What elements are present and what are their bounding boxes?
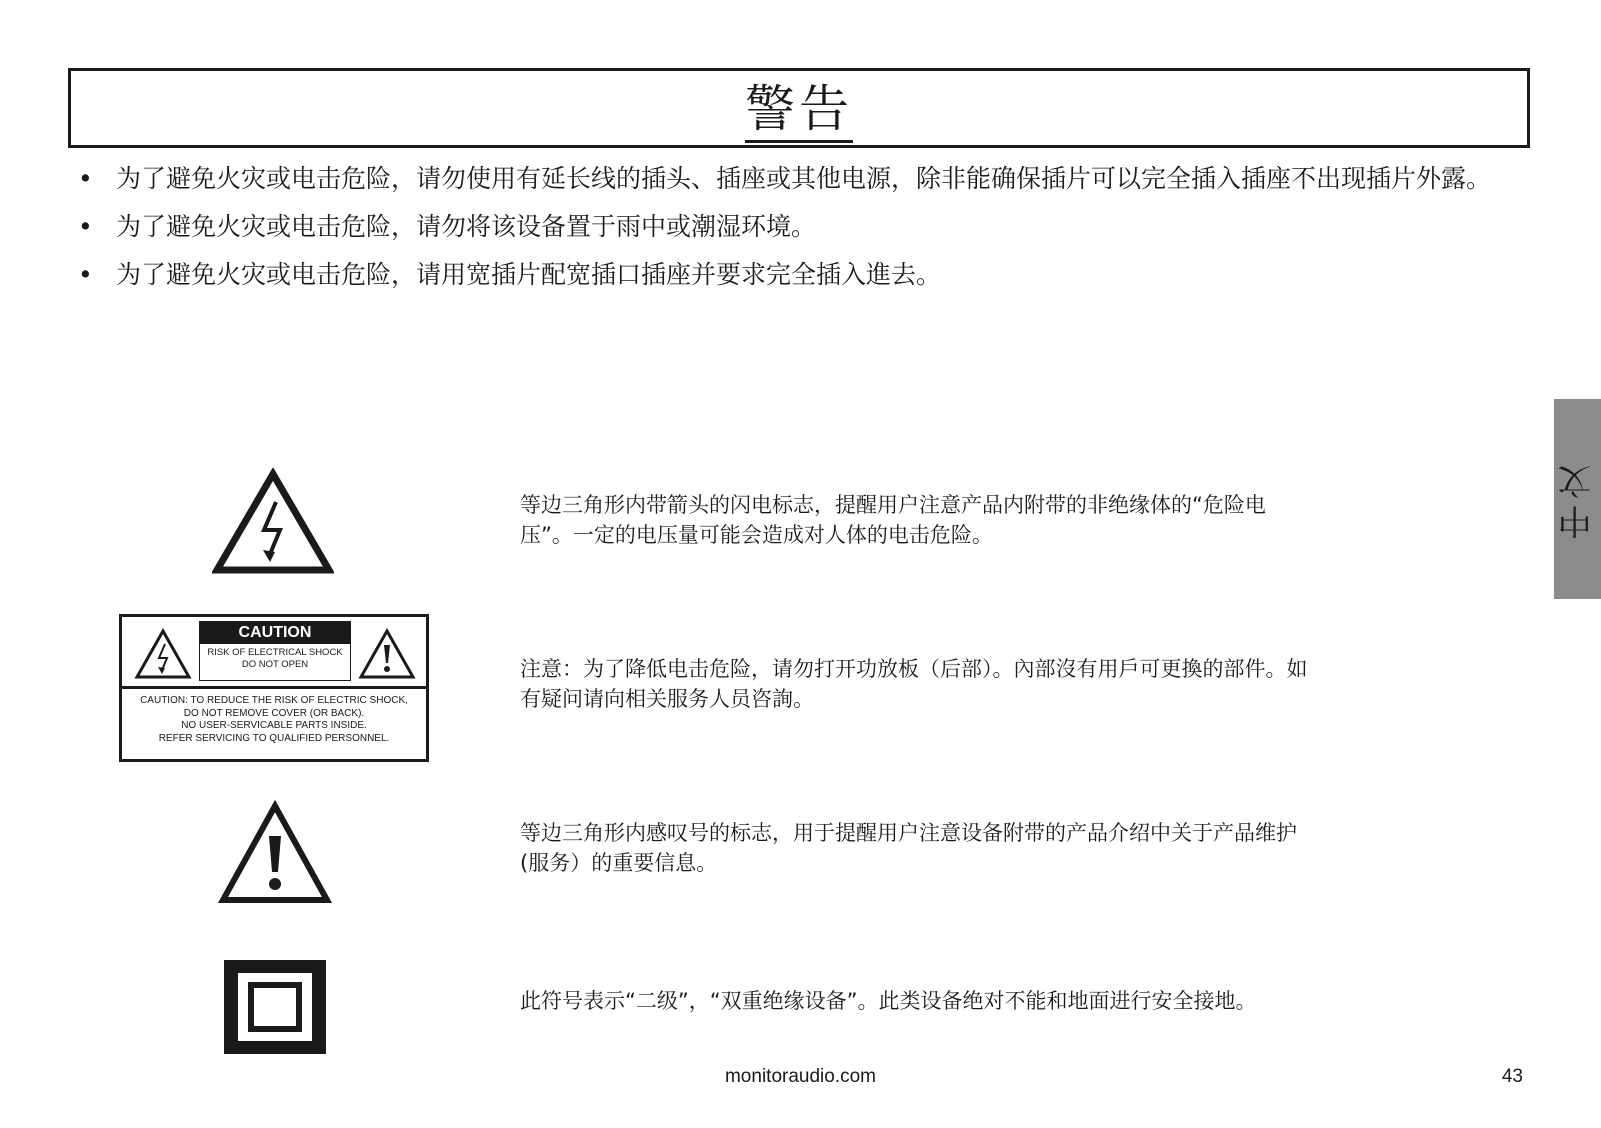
language-tab-label: 中文 [1558,459,1598,539]
warning-text: 为了避免火灾或电击危险，请用宽插片配宽插口插座并要求完全插入進去。 [116,260,942,289]
warning-list [78,162,1528,306]
divider [122,686,426,689]
double-square-icon [224,960,326,1054]
caution-label [119,614,429,762]
caution-body [122,695,426,745]
bullet-icon: • [78,212,93,241]
caution-body-line: NO USER-SERVICABLE PARTS INSIDE. [181,720,367,731]
caution-body-line: CAUTION: TO REDUCE THE RISK OF ELECTRIC SHOCK, [140,695,408,706]
caution-body-line: REFER SERVICING TO QUALIFIED PERSONNEL. [158,732,390,744]
caution-risk-line: DO NOT OPEN [241,659,309,670]
caution-description: 注意：为了降低电击危险，请勿打开功放板（后部）。內部沒有用戶可更換的部件。如有疑问请向相关服务人员咨詢。 [520,657,1308,711]
language-tab [1554,399,1601,599]
warning-text: 为了避免火灾或电击危险，请勿将该设备置于雨中或潮湿环境。 [116,212,817,241]
caution-header-box [199,621,351,681]
bullet-icon: • [78,260,93,289]
caution-heading: CAUTION [200,622,350,644]
warning-text: 为了避免火灾或电击危险，请勿使用有延长线的插头、插座或其他电源，除非能确保插片可以完全插入插座不出现插片外露。 [116,164,1492,193]
double-insulation-description: 此符号表示“二级”，“双重绝缘设备”。此类设备绝对不能和地面进行安全接地。 [520,989,1257,1013]
lightning-triangle-icon [134,627,192,681]
warning-title-box [68,68,1530,148]
caution-risk-line: RISK OF ELECTRICAL SHOCK [207,647,343,658]
lightning-description: 等边三角形内带箭头的闪电标志，提醒用户注意产品内附带的非绝缘体的“危险电压”。一定的电压量可能会造成对人体的电击危险。 [520,493,1266,547]
footer-url: monitoraudio.com [724,1066,877,1087]
exclamation-triangle-icon [218,800,332,906]
list-item [78,258,1528,292]
list-item [78,162,1528,196]
caution-body-line: DO NOT REMOVE COVER (OR BACK). [183,707,365,719]
exclamation-description: 等边三角形内感叹号的标志，用于提醒用户注意设备附带的产品介绍中关于产品维护(服务）的重要信息。 [520,821,1297,875]
lightning-triangle-icon [212,468,334,576]
exclamation-triangle-icon [358,627,416,681]
page-number: 43 [1501,1066,1523,1087]
bullet-icon: • [78,164,93,193]
list-item [78,210,1528,244]
page-title: 警告 [71,79,1527,139]
